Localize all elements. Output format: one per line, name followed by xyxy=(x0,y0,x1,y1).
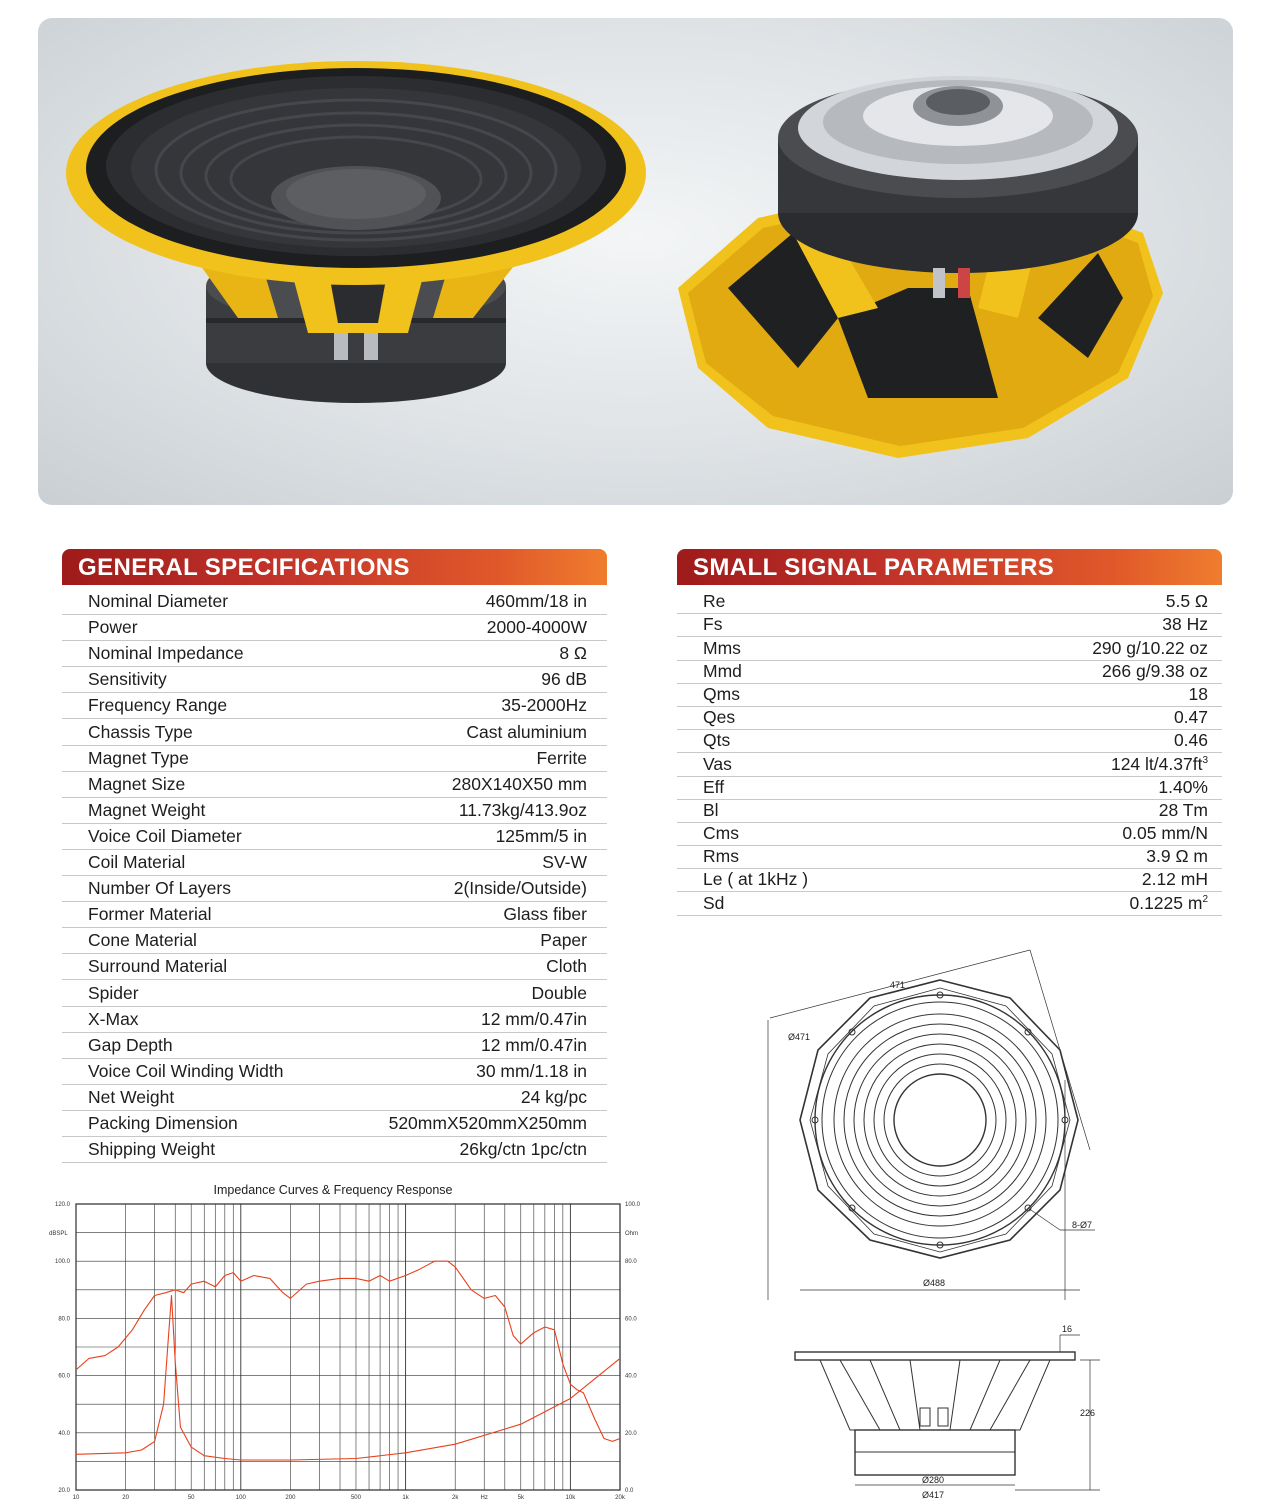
small-signal-parameters-header: SMALL SIGNAL PARAMETERS xyxy=(677,549,1222,585)
spec-label: Fs xyxy=(703,614,723,635)
spec-value xyxy=(532,983,587,1004)
spec-row xyxy=(62,980,607,1006)
front-view-speaker xyxy=(66,61,646,403)
chart-x-tick-label: 1k xyxy=(402,1495,409,1500)
chart-y2-tick-label: 0.0 xyxy=(625,1488,634,1494)
frequency-response-line xyxy=(76,1261,620,1441)
spec-value xyxy=(503,904,587,925)
spec-value xyxy=(540,930,587,951)
chart-y2-tick-label: 80.0 xyxy=(625,1259,637,1266)
spec-value xyxy=(496,826,587,847)
spec-row xyxy=(677,591,1222,614)
spec-value xyxy=(1166,591,1208,612)
spec-row xyxy=(62,1033,607,1059)
spec-label: Former Material xyxy=(88,904,212,925)
spec-value xyxy=(460,1139,587,1160)
chart-x-tick-label: 100 xyxy=(235,1495,246,1500)
spec-label: Number Of Layers xyxy=(88,878,231,899)
spec-value-text: 24 kg/pc xyxy=(520,1086,587,1107)
spec-value xyxy=(389,1113,587,1134)
spec-label: Mms xyxy=(703,637,741,658)
chart-y2-tick-label: 20.0 xyxy=(625,1430,637,1437)
spec-label: X-Max xyxy=(88,1008,139,1029)
spec-row xyxy=(62,850,607,876)
spec-value xyxy=(536,748,587,769)
spec-value xyxy=(481,1009,587,1030)
spec-value-text: 1.40% xyxy=(1158,776,1208,797)
spec-label: Power xyxy=(88,617,138,638)
chart-tick-labels xyxy=(55,1202,641,1500)
side-view-drawing xyxy=(780,1320,1120,1500)
spec-row xyxy=(62,1137,607,1163)
chart-x-tick-label: 10 xyxy=(72,1495,80,1500)
spec-row xyxy=(677,800,1222,823)
dim-width: 471 xyxy=(890,980,906,990)
dim-holes: 8-Ø7 xyxy=(1072,1220,1093,1230)
spec-value-text: 290 g/10.22 oz xyxy=(1092,637,1208,658)
spec-value xyxy=(476,1061,587,1082)
spec-label: Voice Coil Winding Width xyxy=(88,1060,284,1081)
spec-value xyxy=(1162,614,1208,635)
spec-value-text: 124 lt/4.37ft xyxy=(1110,753,1203,774)
spec-value xyxy=(1174,707,1208,728)
spec-value xyxy=(486,591,587,612)
product-photo-banner xyxy=(38,18,1233,505)
spec-label: Qts xyxy=(703,730,731,751)
spec-value xyxy=(459,800,587,821)
spec-label: Shipping Weight xyxy=(88,1139,216,1160)
spec-label: Nominal Impedance xyxy=(88,643,244,664)
chart-x-tick-label: 5k xyxy=(517,1495,524,1500)
spec-label: Chassis Type xyxy=(88,721,193,742)
spec-value-text: 35-2000Hz xyxy=(501,695,587,716)
spec-value-text: 2000-4000W xyxy=(486,617,587,638)
spec-value-text: Glass fiber xyxy=(503,904,587,925)
spec-value xyxy=(1189,684,1208,705)
spec-row xyxy=(677,684,1222,707)
small-signal-parameters-table xyxy=(677,591,1222,916)
spec-value-text: Double xyxy=(531,982,587,1003)
spec-value-text: Cloth xyxy=(546,956,587,977)
spec-row xyxy=(677,707,1222,730)
spec-label: Sd xyxy=(703,892,725,913)
chart-ylabel: dBSPL xyxy=(49,1231,68,1237)
spec-value-text: Cast aluminium xyxy=(466,721,587,742)
spec-row xyxy=(62,1085,607,1111)
spec-value xyxy=(466,722,587,743)
chart-y2label: Ohm xyxy=(625,1231,639,1237)
chart-series xyxy=(76,1261,620,1460)
spec-label: Frequency Range xyxy=(88,695,228,716)
spec-label: Re xyxy=(703,591,726,612)
spec-value-text: 8 Ω xyxy=(559,643,587,664)
spec-label: Qms xyxy=(703,683,740,704)
spec-label: Spider xyxy=(88,982,139,1003)
spec-row xyxy=(62,1111,607,1137)
spec-label: Sensitivity xyxy=(88,669,167,690)
chart-x-tick-label: 500 xyxy=(350,1495,361,1500)
spec-row xyxy=(62,1007,607,1033)
spec-label: Net Weight xyxy=(88,1086,175,1107)
spec-value xyxy=(1146,846,1208,867)
spec-label: Vas xyxy=(703,753,732,774)
spec-value-text: 28 Tm xyxy=(1158,799,1208,820)
spec-value-text: 38 Hz xyxy=(1162,614,1208,635)
spec-value-text: 96 dB xyxy=(541,669,587,690)
spec-label: Coil Material xyxy=(88,852,186,873)
chart-y2-tick-label: 60.0 xyxy=(625,1316,637,1323)
dim-diameter-top: Ø471 xyxy=(788,1032,811,1042)
general-specifications-table xyxy=(62,589,607,1163)
chart-x-tick-label: 2k xyxy=(452,1495,459,1500)
spec-value-text: 460mm/18 in xyxy=(485,591,587,612)
chart-grid xyxy=(76,1204,620,1490)
spec-value xyxy=(559,643,587,664)
spec-value xyxy=(541,669,587,690)
spec-value xyxy=(1129,893,1208,914)
spec-value xyxy=(1092,638,1208,659)
dim-thickness: 16 xyxy=(1062,1324,1073,1334)
chart-y-tick-label: 20.0 xyxy=(58,1488,70,1494)
spec-row xyxy=(62,641,607,667)
spec-row xyxy=(62,954,607,980)
spec-value-text: 0.46 xyxy=(1173,730,1208,751)
spec-value xyxy=(481,1035,587,1056)
spec-row xyxy=(677,614,1222,637)
spec-value xyxy=(454,878,587,899)
chart-x-unit-label: Hz xyxy=(480,1495,488,1500)
spec-label: Le ( at 1kHz ) xyxy=(703,869,809,890)
spec-row xyxy=(677,869,1222,892)
spec-row xyxy=(677,892,1222,915)
spec-row xyxy=(677,753,1222,776)
spec-value-text: 0.1225 m xyxy=(1129,892,1203,913)
spec-label: Cone Material xyxy=(88,930,197,951)
chart-x-tick-label: 10k xyxy=(565,1495,576,1500)
chart-y-tick-label: 60.0 xyxy=(58,1373,70,1380)
spec-value-text: 11.73kg/413.9oz xyxy=(458,799,587,820)
spec-row xyxy=(62,1059,607,1085)
spec-label: Magnet Weight xyxy=(88,799,206,820)
spec-row xyxy=(677,637,1222,660)
spec-label: Qes xyxy=(703,707,736,728)
spec-label: Magnet Type xyxy=(88,747,189,768)
spec-label: Surround Material xyxy=(88,956,228,977)
spec-value-text: 125mm/5 in xyxy=(495,825,587,846)
spec-value-text: 12 mm/0.47in xyxy=(480,1034,587,1055)
spec-row xyxy=(62,824,607,850)
dim-magnet: Ø280 xyxy=(922,1475,945,1485)
spec-row xyxy=(62,772,607,798)
spec-row xyxy=(62,719,607,745)
impedance-curve-line xyxy=(76,1296,620,1461)
chart-y-tick-label: 100.0 xyxy=(54,1259,70,1266)
chart-y2-tick-label: 40.0 xyxy=(625,1373,637,1380)
spec-row xyxy=(62,928,607,954)
spec-value-superscript: 3 xyxy=(1202,754,1208,766)
spec-label: Eff xyxy=(703,776,725,797)
spec-value-text: Ferrite xyxy=(536,747,587,768)
spec-value xyxy=(1174,730,1208,751)
top-view-drawing xyxy=(760,940,1140,1310)
spec-value-text: 3.9 Ω m xyxy=(1146,846,1208,867)
chart-x-tick-label: 200 xyxy=(285,1495,296,1500)
spec-value-text: 30 mm/1.18 in xyxy=(476,1060,587,1081)
spec-value-text: 26kg/ctn 1pc/ctn xyxy=(459,1139,587,1160)
spec-row xyxy=(62,667,607,693)
spec-label: Nominal Diameter xyxy=(88,591,229,612)
spec-value-text: 0.05 mm/N xyxy=(1122,823,1208,844)
rear-view-speaker xyxy=(678,76,1163,458)
spec-value-text: SV-W xyxy=(542,852,587,873)
spec-value-superscript: 2 xyxy=(1202,893,1208,905)
spec-value-text: 12 mm/0.47in xyxy=(480,1008,587,1029)
chart-y2-tick-label: 100.0 xyxy=(625,1202,641,1208)
spec-label: Packing Dimension xyxy=(88,1112,238,1133)
chart-y-tick-label: 40.0 xyxy=(58,1430,70,1437)
impedance-frequency-chart xyxy=(40,1176,650,1500)
spec-value xyxy=(1102,661,1208,682)
spec-value-text: Paper xyxy=(540,930,587,951)
chart-x-tick-label: 20k xyxy=(615,1495,625,1500)
spec-value xyxy=(487,617,587,638)
spec-row xyxy=(62,615,607,641)
spec-label: Cms xyxy=(703,823,739,844)
spec-value-text: 0.47 xyxy=(1173,707,1208,728)
chart-y-tick-label: 80.0 xyxy=(58,1316,70,1323)
spec-row xyxy=(62,746,607,772)
spec-row xyxy=(62,902,607,928)
spec-value-text: 2.12 mH xyxy=(1141,869,1208,890)
spec-value xyxy=(542,852,587,873)
spec-row xyxy=(677,730,1222,753)
spec-row xyxy=(62,589,607,615)
chart-y-tick-label: 120.0 xyxy=(54,1202,70,1208)
general-specifications-header: GENERAL SPECIFICATIONS xyxy=(62,549,607,585)
spec-label: Mmd xyxy=(703,660,742,681)
spec-value-text: 2(Inside/Outside) xyxy=(453,878,587,899)
spec-row xyxy=(677,661,1222,684)
spec-label: Gap Depth xyxy=(88,1034,173,1055)
dim-diameter-bottom: Ø488 xyxy=(923,1278,946,1288)
spec-value xyxy=(452,774,587,795)
dim-height: 226 xyxy=(1080,1408,1096,1418)
spec-row xyxy=(62,798,607,824)
spec-label: Magnet Size xyxy=(88,773,186,794)
spec-row xyxy=(677,777,1222,800)
spec-value xyxy=(546,956,587,977)
spec-value xyxy=(1158,777,1208,798)
spec-row xyxy=(677,823,1222,846)
spec-label: Rms xyxy=(703,846,739,867)
chart-title: Impedance Curves & Frequency Response xyxy=(213,1183,453,1197)
spec-row xyxy=(62,693,607,719)
spec-row xyxy=(62,876,607,902)
spec-label: Voice Coil Diameter xyxy=(88,825,242,846)
spec-label: Bl xyxy=(703,799,719,820)
spec-value xyxy=(1142,869,1208,890)
spec-value-text: 280X140X50 mm xyxy=(451,773,587,794)
spec-value-text: 5.5 Ω xyxy=(1165,591,1208,612)
spec-value-text: 520mmX520mmX250mm xyxy=(388,1112,587,1133)
spec-value xyxy=(1159,800,1208,821)
spec-value xyxy=(501,695,587,716)
dim-cut: Ø417 xyxy=(922,1490,945,1500)
spec-value-text: 18 xyxy=(1188,683,1208,704)
spec-value xyxy=(521,1087,587,1108)
spec-value-text: 266 g/9.38 oz xyxy=(1101,660,1208,681)
spec-value xyxy=(1111,754,1208,775)
chart-x-tick-label: 20 xyxy=(122,1495,129,1500)
chart-x-tick-label: 50 xyxy=(187,1495,195,1500)
spec-row xyxy=(677,846,1222,869)
spec-value xyxy=(1122,823,1208,844)
